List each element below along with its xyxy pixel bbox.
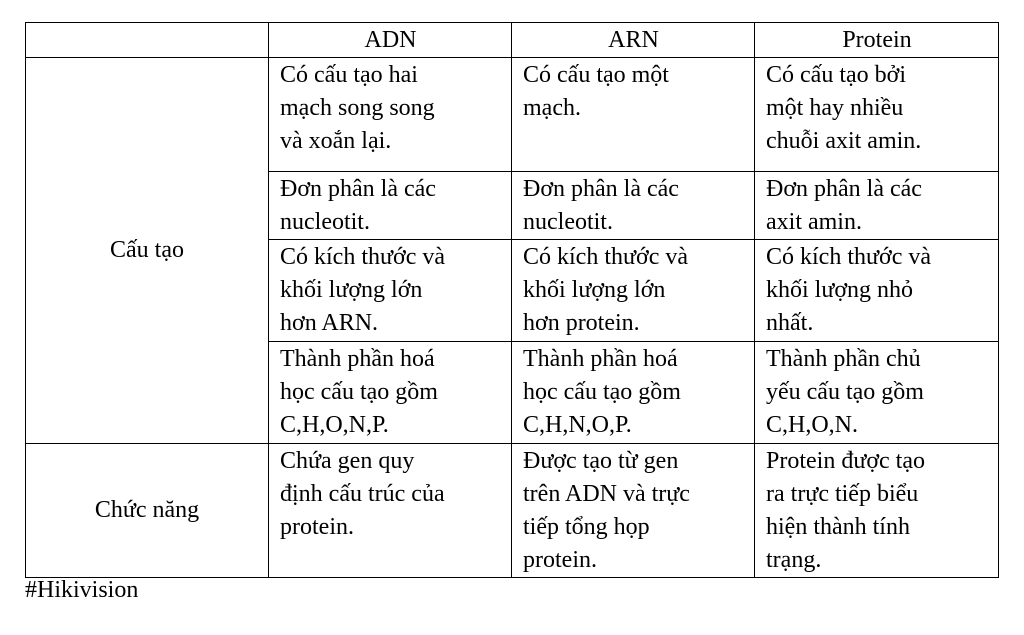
cell-line: hơn protein. — [523, 310, 640, 336]
cell-line: Có cấu tạo một — [523, 62, 669, 88]
cell-protein — [755, 342, 999, 444]
cell-line: học cấu tạo gồm — [523, 379, 681, 405]
cell-protein — [755, 444, 999, 578]
cell-line: Đơn phân là các — [280, 176, 436, 202]
cell-adn — [269, 444, 512, 578]
cell-line: C,H,N,O,P. — [523, 412, 632, 438]
cell-line: Thành phần hoá — [280, 346, 435, 372]
table-row — [26, 58, 999, 172]
cell-line: khối lượng lớn — [280, 277, 423, 303]
cell-adn — [269, 172, 512, 240]
cell-arn — [512, 240, 755, 342]
header-arn: ARN — [512, 23, 755, 58]
cell-line: Có kích thước và — [523, 244, 688, 270]
comparison-table — [25, 22, 999, 578]
cell-line: Chứa gen quy — [280, 448, 415, 474]
cell-line: định cấu trúc của — [280, 481, 445, 507]
cell-line: nucleotit. — [280, 209, 370, 235]
cell-line: Có cấu tạo hai — [280, 62, 418, 88]
cell-arn — [512, 58, 755, 172]
table-row — [26, 444, 999, 578]
cell-line: Thành phần chủ — [766, 346, 921, 372]
cell-line: C,H,O,N,P. — [280, 412, 389, 438]
footer-hashtag: #Hikivision — [25, 577, 139, 603]
cell-line: hiện thành tính — [766, 514, 910, 540]
header-protein: Protein — [755, 23, 999, 58]
cell-arn — [512, 172, 755, 240]
cell-line: Được tạo từ gen — [523, 448, 679, 474]
cell-line: protein. — [280, 514, 354, 540]
cell-line: học cấu tạo gồm — [280, 379, 438, 405]
cell-line: yếu cấu tạo gồm — [766, 379, 924, 405]
cell-arn — [512, 444, 755, 578]
header-row — [26, 23, 999, 58]
cell-line: mạch song song — [280, 95, 435, 121]
cell-adn — [269, 342, 512, 444]
cell-line: ra trực tiếp biểu — [766, 481, 919, 507]
cell-adn — [269, 58, 512, 172]
cell-protein — [755, 172, 999, 240]
cell-line: khối lượng lớn — [523, 277, 666, 303]
cell-line: protein. — [523, 547, 597, 573]
cell-line: Có cấu tạo bởi — [766, 62, 906, 88]
cell-line: axit amin. — [766, 209, 862, 235]
cell-line: tiếp tổng họp — [523, 514, 650, 540]
cell-line: chuỗi axit amin. — [766, 128, 922, 154]
cell-line: Đơn phân là các — [523, 176, 679, 202]
cell-adn — [269, 240, 512, 342]
cell-line: khối lượng nhỏ — [766, 277, 914, 303]
cell-line: và xoắn lại. — [280, 128, 392, 154]
cell-line: Đơn phân là các — [766, 176, 922, 202]
header-adn: ADN — [269, 23, 512, 58]
cell-line: Thành phần hoá — [523, 346, 678, 372]
cell-line: một hay nhiều — [766, 95, 904, 121]
cell-arn — [512, 342, 755, 444]
header-empty-cell — [26, 23, 269, 58]
cell-line: trên ADN và trực — [523, 481, 690, 507]
row-header-chuc-nang: Chức năng — [26, 444, 269, 578]
cell-line: trạng. — [766, 547, 822, 573]
cell-line: C,H,O,N. — [766, 412, 859, 438]
cell-line: hơn ARN. — [280, 310, 379, 336]
cell-line: Protein được tạo — [766, 448, 925, 474]
cell-line: mạch. — [523, 95, 581, 121]
cell-protein — [755, 58, 999, 172]
cell-line: nucleotit. — [523, 209, 613, 235]
cell-line: Có kích thước và — [766, 244, 931, 270]
cell-protein — [755, 240, 999, 342]
cell-line: Có kích thước và — [280, 244, 445, 270]
cell-line: nhất. — [766, 310, 814, 336]
row-header-cau-tao: Cấu tạo — [26, 58, 269, 444]
